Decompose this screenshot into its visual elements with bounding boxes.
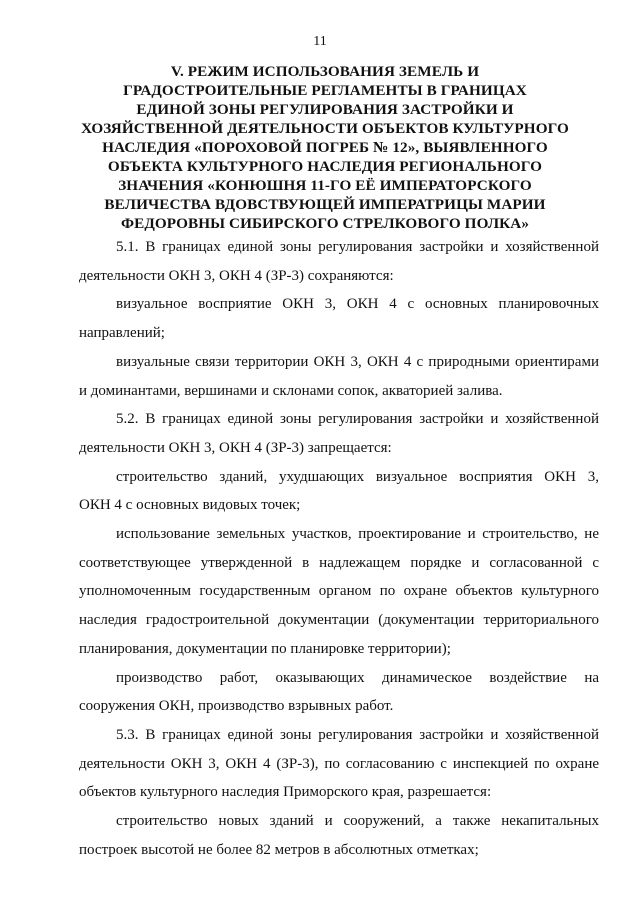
text-line: уполномоченным государственным органом по охране объектов культурного [79,583,599,600]
heading-line: ЕДИНОЙ ЗОНЫ РЕГУЛИРОВАНИЯ ЗАСТРОЙКИ И [136,101,514,118]
heading-line: ГРАДОСТРОИТЕЛЬНЫЕ РЕГЛАМЕНТЫ В ГРАНИЦАХ [123,82,527,99]
section-heading [60,62,590,233]
heading-line: ЗНАЧЕНИЯ «КОНЮШНЯ 11-ГО ЕЁ ИМПЕРАТОРСКОГО [118,177,532,194]
heading-line: V. РЕЖИМ ИСПОЛЬЗОВАНИЯ ЗЕМЕЛЬ И [170,63,480,80]
heading-line: ФЕДОРОВНЫ СИБИРСКОГО СТРЕЛКОВОГО ПОЛКА» [120,215,530,232]
text-line: производство работ, оказывающих динамическое воздействие на [116,669,599,686]
text-line: и доминантами, вершинами и склонами сопок, акваторией залива. [79,382,503,399]
text-line: соответствующее утвержденной в надлежащем порядке и согласованной с [79,554,599,571]
heading-line: ХОЗЯЙСТВЕННОЙ ДЕЯТЕЛЬНОСТИ ОБЪЕКТОВ КУЛЬТУРНОГО [81,120,569,137]
text-line: деятельности ОКН 3, ОКН 4 (ЗР-3), по согласованию с инспекцией по охране [79,755,599,772]
text-line: 5.2. В границах единой зоны регулирования застройки и хозяйственной [116,411,599,428]
text-line: визуальные связи территории ОКН 3, ОКН 4 с природными ориентирами [116,353,599,370]
text-line: наследия градостроительной документации (документации территориального [79,612,599,629]
paragraph-5-3 [79,721,599,807]
paragraph-5-2 [79,405,599,462]
text-line: 5.3. В границах единой зоны регулирования застройки и хозяйственной [116,726,599,743]
heading-line: ОБЪЕКТА КУЛЬТУРНОГО НАСЛЕДИЯ РЕГИОНАЛЬНОГО [107,158,543,175]
text-line: планирования, документации по планировке территории); [79,640,451,657]
heading-line: ВЕЛИЧЕСТВА ВДОВСТВУЮЩЕЙ ИМПЕРАТРИЦЫ МАРИИ [104,196,546,213]
text-line: ОКН 4 с основных видовых точек; [79,497,301,514]
text-line: направлений; [79,325,165,342]
text-line: строительство новых зданий и сооружений, а также некапитальных [116,813,599,830]
paragraph [79,463,599,520]
paragraph [79,807,599,864]
paragraph [79,290,599,347]
text-line: 5.1. В границах единой зоны регулирования застройки и хозяйственной [116,239,599,255]
document-body [79,233,599,864]
text-line: деятельности ОКН 3, ОКН 4 (ЗР-3) сохраняются: [79,267,394,284]
paragraph-5-1 [79,233,599,290]
text-line: использование земельных участков, проектирование и строительство, не [116,526,599,543]
text-line: сооружения ОКН, производство взрывных работ. [79,698,394,715]
paragraph [79,520,599,664]
paragraph [79,664,599,721]
text-line: построек высотой не более 82 метров в абсолютных отметках; [79,841,479,858]
text-line: деятельности ОКН 3, ОКН 4 (ЗР-3) запрещается: [79,439,392,456]
text-line: строительство зданий, ухудшающих визуальное восприятия ОКН 3, [116,468,599,485]
page-number: 11 [313,34,327,49]
text-line: объектов культурного наследия Приморского края, разрешается: [79,784,492,801]
text-line: визуальное восприятие ОКН 3, ОКН 4 с основных планировочных [116,296,599,313]
heading-line: НАСЛЕДИЯ «ПОРОХОВОЙ ПОГРЕБ № 12», ВЫЯВЛЕННОГО [102,139,548,156]
paragraph [79,348,599,405]
